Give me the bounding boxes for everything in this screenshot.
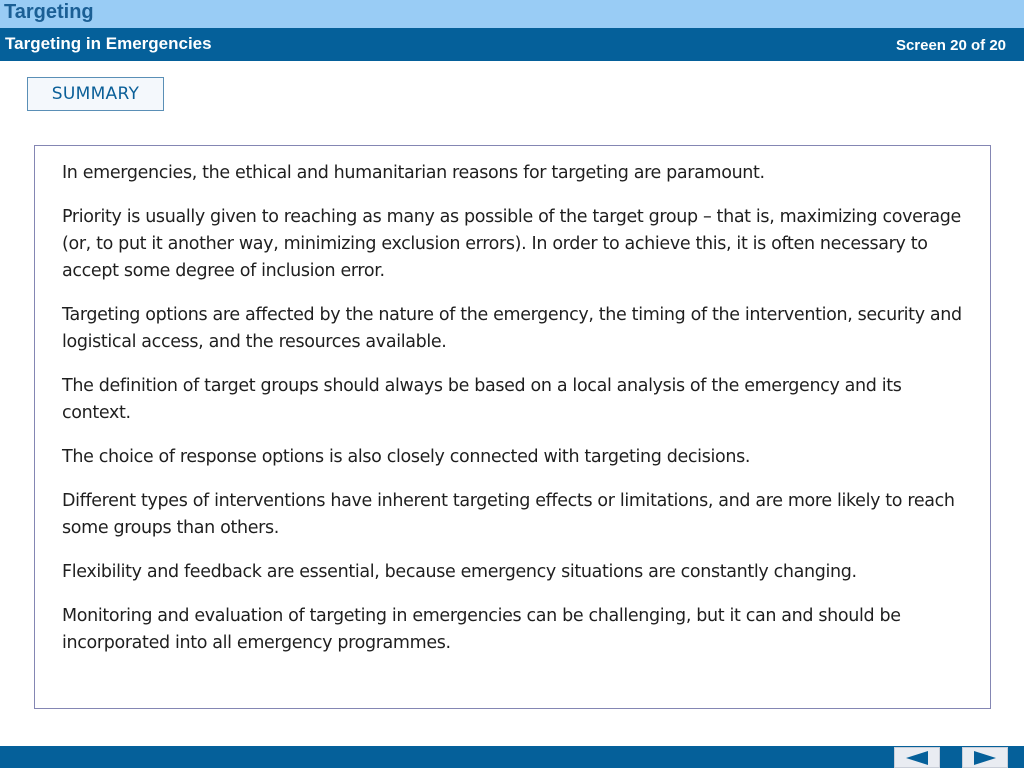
summary-paragraph: Monitoring and evaluation of targeting in emergencies can be challenging, but it can and should be incorporated into all emergency programmes. [62, 606, 901, 653]
summary-tab: SUMMARY [27, 77, 164, 111]
summary-paragraph-list [62, 160, 962, 674]
summary-paragraph: The choice of response options is also closely connected with targeting decisions. [62, 447, 751, 467]
footer-bar [0, 746, 1024, 768]
next-screen-button[interactable] [962, 747, 1008, 768]
course-title: Targeting [4, 1, 94, 23]
screen-counter: Screen 20 of 20 [895, 37, 1006, 54]
triangle-left-icon [904, 750, 930, 766]
summary-paragraph: Different types of interventions have inherent targeting effects or limitations, and are more likely to reach some groups than others. [62, 491, 955, 538]
summary-content-box [34, 145, 991, 709]
summary-paragraph: Priority is usually given to reaching as many as possible of the target group – that is, maximizing coverage (or, to put it another way, minimizing exclusion errors). In order to achieve this, it is often necessary to accept some degree of inclusion error. [62, 207, 961, 281]
previous-screen-button[interactable] [894, 747, 940, 768]
summary-paragraph: In emergencies, the ethical and humanitarian reasons for targeting are paramount. [62, 163, 765, 183]
summary-paragraph: The definition of target groups should always be based on a local analysis of the emergency and its context. [62, 376, 902, 423]
summary-paragraph: Flexibility and feedback are essential, because emergency situations are constantly changing. [62, 562, 857, 582]
page-title: Targeting in Emergencies [5, 34, 212, 53]
summary-paragraph: Targeting options are affected by the nature of the emergency, the timing of the intervention, security and logistical access, and the resources available. [62, 305, 962, 352]
page-title-bar [0, 28, 1024, 61]
triangle-right-icon [972, 750, 998, 766]
course-header-bar [0, 0, 1024, 28]
